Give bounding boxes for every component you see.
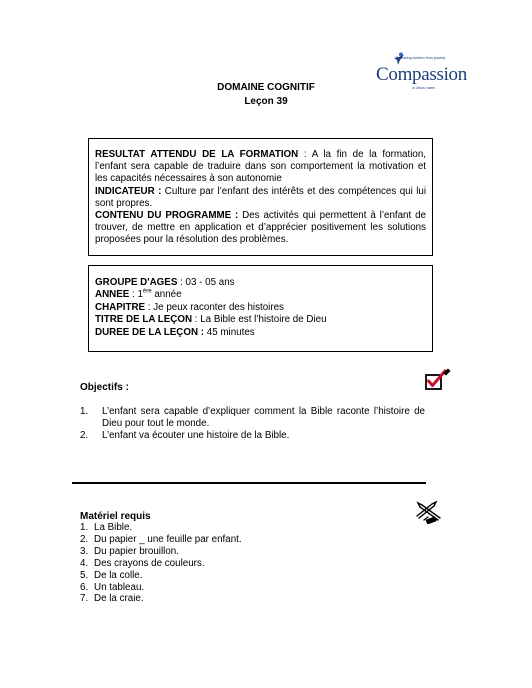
resultat-label: RESULTAT ATTENDU DE LA FORMATION	[95, 149, 299, 160]
chapitre-label: CHAPITRE	[95, 301, 146, 313]
logo-name: Compassion	[376, 64, 467, 85]
titre-label: TITRE DE LA LEÇON	[95, 314, 193, 326]
item-text: La Bible.	[94, 522, 133, 533]
item-number: 5.	[80, 569, 89, 581]
checkbox-pencil-icon	[424, 368, 452, 392]
item-number: 1.	[80, 406, 89, 417]
duree-line	[95, 327, 426, 339]
lesson-title: Leçon 39	[244, 96, 288, 107]
list-item	[80, 546, 242, 558]
domain-title: DOMAINE COGNITIF	[217, 82, 315, 93]
item-text: De la colle.	[94, 569, 143, 581]
resultat-paragraph	[95, 149, 426, 186]
logo-tagline: Releasing children from poverty	[396, 56, 446, 60]
list-item	[80, 593, 242, 605]
annee-suffix: année	[151, 289, 182, 301]
item-number: 1.	[80, 522, 89, 533]
list-item	[80, 534, 242, 546]
titre-value: : La Bible est l’histoire de Dieu	[192, 314, 327, 326]
item-number: 2.	[80, 430, 89, 442]
groupe-line	[95, 277, 426, 289]
item-number: 2.	[80, 533, 89, 545]
groupe-label: GROUPE D'AGES	[95, 277, 178, 288]
indicateur-text: Culture par l’enfant des intérêts et des compétences qui lui sont propres.	[95, 185, 426, 209]
contenu-label: CONTENU DU PROGRAMME :	[95, 210, 239, 222]
item-text: Du papier brouillon.	[94, 545, 179, 557]
list-item	[80, 558, 242, 570]
annee-sup: ère	[142, 289, 152, 296]
chapitre-line	[95, 302, 426, 314]
materiel-title: Matériel requis	[80, 511, 151, 522]
titre-line	[95, 314, 426, 326]
logo-tagline-2: in Jesus' name	[412, 86, 436, 90]
list-item	[80, 430, 425, 442]
list-item	[80, 582, 242, 594]
item-text: Des crayons de couleurs.	[94, 557, 205, 569]
annee-prefix: : 1	[129, 289, 143, 301]
item-number: 7.	[80, 593, 89, 605]
annee-label: ANNEE	[95, 289, 130, 301]
indicateur-paragraph	[95, 186, 426, 210]
section-divider	[72, 482, 426, 484]
resultat-text: : A la fin de la formation, l’enfant sera capable de traduire dans son comportement la motivation et les capacités nécessaires à son autonomie	[95, 149, 426, 185]
item-text: Un tableau.	[94, 581, 145, 593]
list-item	[80, 406, 425, 430]
chapitre-value: : Je peux raconter des histoires	[145, 301, 284, 313]
item-text: De la craie.	[94, 593, 144, 605]
item-number: 4.	[80, 557, 89, 569]
objectifs-title: Objectifs :	[80, 382, 129, 393]
lesson-info-box	[88, 265, 433, 352]
formation-box	[88, 138, 433, 256]
list-item	[80, 570, 242, 582]
duree-value: 45 minutes	[204, 326, 255, 338]
list-item	[80, 522, 242, 534]
item-number: 3.	[80, 545, 89, 557]
groupe-value: : 03 - 05 ans	[177, 277, 235, 288]
annee-line	[95, 289, 426, 301]
item-text: L’enfant va écouter une histoire de la Bible.	[102, 430, 290, 442]
contenu-paragraph	[95, 210, 426, 247]
indicateur-label: INDICATEUR :	[95, 185, 162, 197]
contenu-text: Des activités qui permettent à l’enfant de trouver, de mettre en application et d’apprécier positivement les solutions proposées pour la résolution des problèmes.	[95, 210, 426, 246]
pencil-crayon-icon	[414, 498, 444, 524]
duree-label: DUREE DE LA LEÇON :	[95, 326, 205, 338]
item-text: L’enfant sera capable d’expliquer comment la Bible raconte l’histoire de Dieu pour tout le monde.	[102, 406, 425, 430]
objectifs-list	[80, 406, 425, 443]
item-text: Du papier _ une feuille par enfant.	[94, 533, 242, 545]
materiel-list	[80, 522, 242, 605]
item-number: 6.	[80, 581, 89, 593]
